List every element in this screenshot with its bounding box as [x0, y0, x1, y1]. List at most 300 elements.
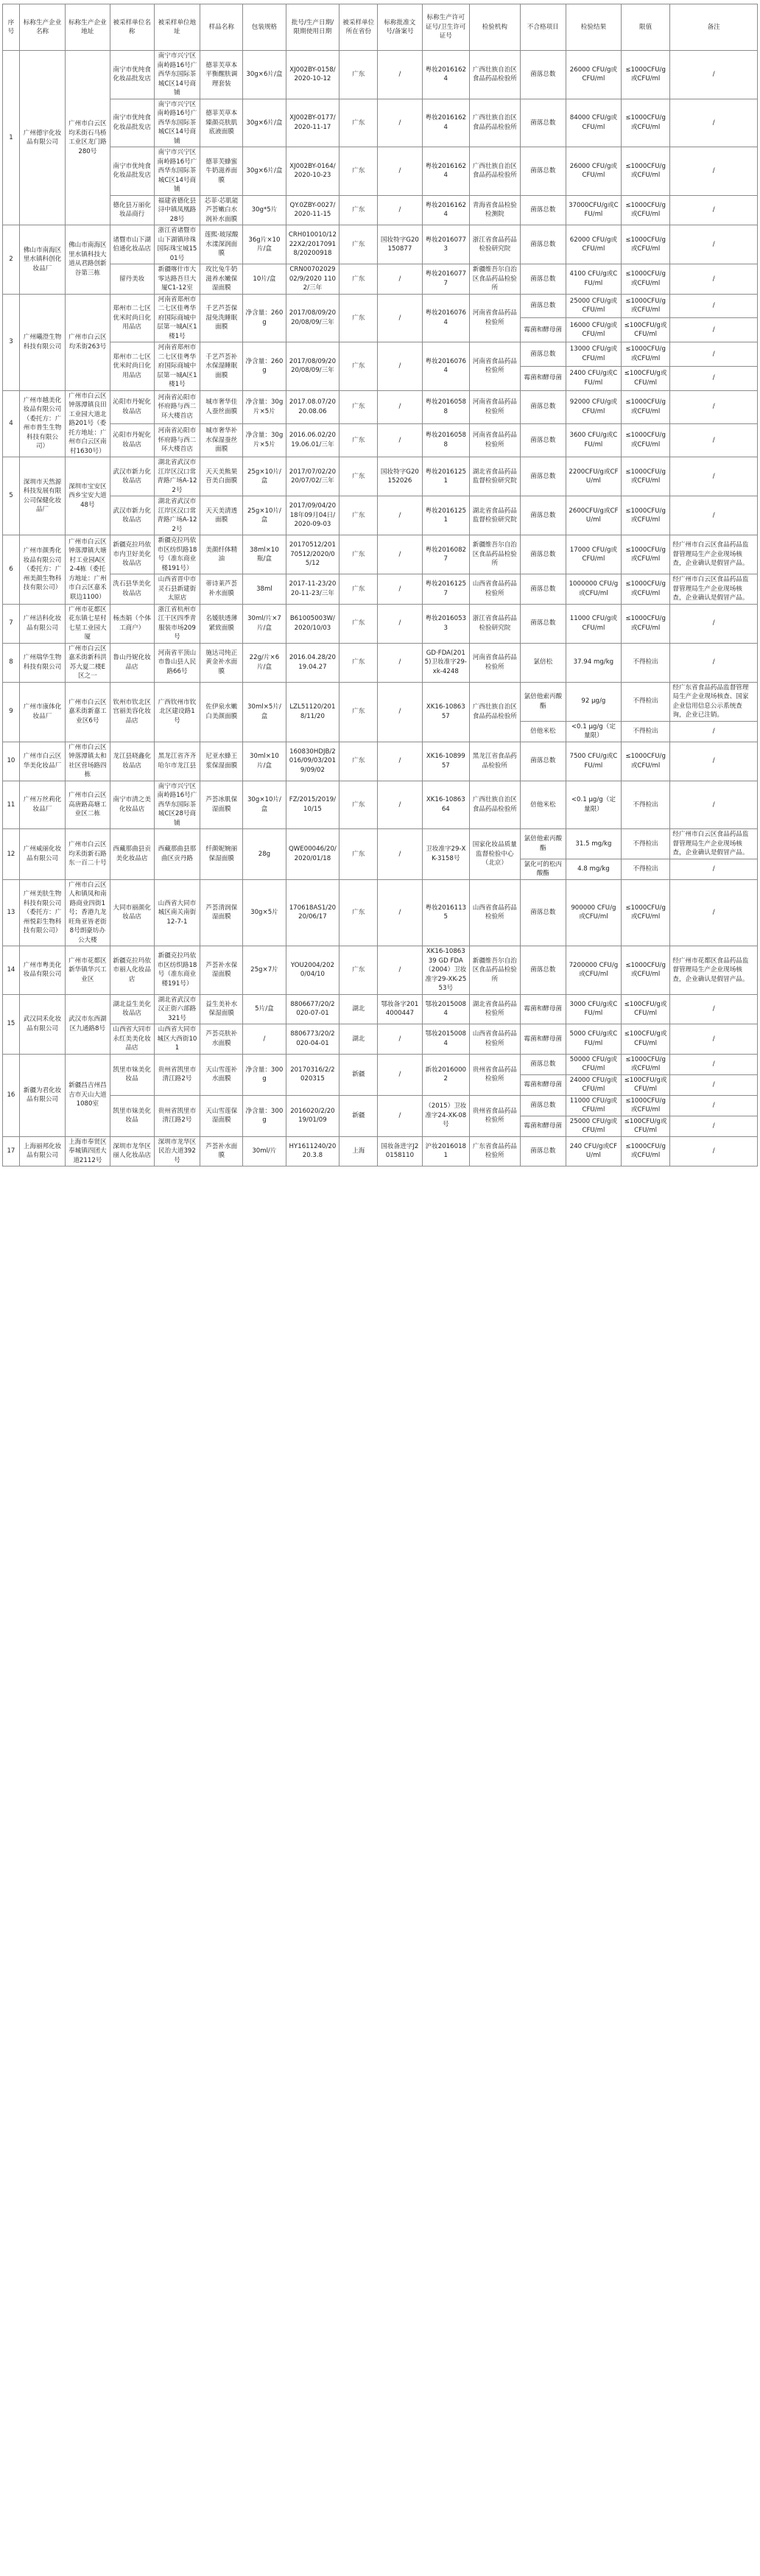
testing-lab-cell: 河南省食品药品检验所	[470, 643, 521, 682]
testing-lab-cell: 山西省食品药品检验所	[470, 1024, 521, 1055]
sampled-unit-cell: 洗石县华美化妆品店	[110, 574, 154, 605]
remark-cell: /	[670, 195, 758, 225]
failed-item-cell: 菌落总数	[520, 195, 566, 225]
inspection-results-table	[2, 4, 758, 1166]
sample-name-cell: 名媛肤透薄紧致面膜	[200, 604, 243, 643]
province-cell: 广东	[339, 264, 378, 295]
manufacturer-cell: 佛山市南海区里水镇科创化妆品厂	[19, 225, 65, 295]
seq-cell: 16	[3, 1054, 20, 1136]
remark-cell: /	[670, 457, 758, 496]
package-spec-cell: 38ml	[243, 574, 286, 605]
license-number-cell: XK16-1086339 GD FDA（2004）卫妆准字29-XK-2553号	[422, 946, 469, 995]
remark-cell: 经广东省食品药品监督管理局生产企业现场核查、国家企业信用信息公示系统查询，企业已注销。	[670, 682, 758, 721]
table-row	[3, 147, 758, 196]
manufacturer-cell: 广州市白云区华美化妆品厂	[19, 742, 65, 781]
limit-cell: ≤100CFU/g或CFU/ml	[621, 366, 670, 390]
failed-item-cell: 菌落总数	[520, 342, 566, 367]
sampled-unit-cell: 诸暨市山下湖伯通化妆品店	[110, 225, 154, 264]
license-number-cell: 粤妆20161624	[422, 147, 469, 196]
batch-date-cell: 20170512/20170512/2020/05/12	[286, 535, 339, 574]
batch-date-cell: 2017-11-23/2020-11-23/三年	[286, 574, 339, 605]
test-result-cell: 11000 CFU/g或CFU/ml	[566, 604, 621, 643]
sampled-unit-address-cell: 浙江省杭州市江干区四季青服装市场209号	[154, 604, 200, 643]
province-cell: 广东	[339, 390, 378, 423]
approval-number-cell: /	[378, 390, 422, 423]
province-cell: 广东	[339, 781, 378, 829]
approval-number-cell: /	[378, 99, 422, 147]
batch-date-cell: YOU2004/2020/04/10	[286, 946, 339, 995]
limit-cell: ≤100CFU/g或CFU/ml	[621, 1074, 670, 1095]
column-header: 限值	[621, 4, 670, 51]
remark-cell: 经广州市白云区食品药品监督管理局生产企业现场核查，企业确认是假冒产品。	[670, 535, 758, 574]
sampled-unit-address-cell: 河南省沁阳市怀府路与西二环大楼首店	[154, 390, 200, 423]
manufacturer-cell: 深圳市天然源科技发展有限公司保健化妆品厂	[19, 457, 65, 535]
failed-item-cell: 菌落总数	[520, 879, 566, 946]
testing-lab-cell: 浙江省食品药品检验研究院	[470, 225, 521, 264]
remark-cell: 经广州市白云区食品药品监督管理局生产企业现场核查，企业确认是假冒产品。	[670, 829, 758, 859]
remark-cell: /	[670, 781, 758, 829]
batch-date-cell: XJ002BY-0158/2020-10-12	[286, 51, 339, 99]
approval-number-cell: /	[378, 535, 422, 574]
table-body	[3, 51, 758, 1166]
sample-name-cell: 芯菲·芯肌能芦荟嫩白水润补水面膜	[200, 195, 243, 225]
manufacturer-address-cell: 上海市奉贤区奉城镇四团大道2112号	[66, 1136, 110, 1166]
seq-cell: 15	[3, 994, 20, 1054]
seq-cell: 3	[3, 294, 20, 390]
testing-lab-cell: 贵州省食品药品检验所	[470, 1054, 521, 1095]
batch-date-cell: 2017.08.07/2020.08.06	[286, 390, 339, 423]
sampled-unit-address-cell: 南宁市兴宁区南岭路16号广西华东国际茶城C区14号商铺	[154, 99, 200, 147]
testing-lab-cell: 广西壮族自治区食品药品检验所	[470, 147, 521, 196]
package-spec-cell: 25g×7片	[243, 946, 286, 995]
failed-item-cell: 菌落总数	[520, 742, 566, 781]
package-spec-cell: 30ml/片×7片/盒	[243, 604, 286, 643]
test-result-cell: 92 μg/g	[566, 682, 621, 721]
sample-name-cell: 纤颜妮婉丽保湿面膜	[200, 829, 243, 880]
sampled-unit-address-cell: 山西省大同市城区南关南街12-7-1	[154, 879, 200, 946]
manufacturer-cell: 新疆为君化妆品有限公司	[19, 1054, 65, 1136]
limit-cell: ≤100CFU/g或CFU/ml	[621, 318, 670, 342]
limit-cell: 不得检出	[621, 781, 670, 829]
test-result-cell: 37.94 mg/kg	[566, 643, 621, 682]
batch-date-cell: 2017/09/04/2018年09月04日/2020-09-03	[286, 496, 339, 535]
table-row	[3, 1054, 758, 1074]
remark-cell: /	[670, 264, 758, 295]
failed-item-cell: 菌落总数	[520, 423, 566, 457]
province-cell: 广东	[339, 51, 378, 99]
province-cell: 广东	[339, 604, 378, 643]
sample-name-cell: 城市奢华佳人蚕丝面膜	[200, 390, 243, 423]
failed-item-cell: 菌落总数	[520, 496, 566, 535]
limit-cell: 不得检出	[621, 859, 670, 879]
test-result-cell: 17000 CFU/g或CFU/ml	[566, 535, 621, 574]
limit-cell: ≤100CFU/g或CFU/ml	[621, 1024, 670, 1055]
test-result-cell: 26000 CFU/g或CFU/ml	[566, 147, 621, 196]
table-row	[3, 390, 758, 423]
table-row	[3, 1136, 758, 1166]
sampled-unit-cell: 大同市丽颜化妆品店	[110, 879, 154, 946]
column-header: 样品名称	[200, 4, 243, 51]
seq-cell: 6	[3, 535, 20, 605]
sample-name-cell: 佐伊泉水嫩白美颜面膜	[200, 682, 243, 742]
batch-date-cell: XJ002BY-0164/2020-10-23	[286, 147, 339, 196]
manufacturer-cell: 广州市颜秀化妆品有限公司（委托方：广州美颜生物科技有限公司）	[19, 535, 65, 605]
header-row	[3, 4, 758, 51]
batch-date-cell: 170618AS1/2020/06/17	[286, 879, 339, 946]
manufacturer-cell: 上海丽邦化妆品有限公司	[19, 1136, 65, 1166]
package-spec-cell: 净含量：260g	[243, 294, 286, 342]
package-spec-cell: 30g×5片	[243, 879, 286, 946]
province-cell: 广东	[339, 829, 378, 880]
approval-number-cell: 鄂妆备字2014000447	[378, 994, 422, 1024]
table-row	[3, 879, 758, 946]
test-result-cell: 7500 CFU/g或CFU/ml	[566, 742, 621, 781]
testing-lab-cell: 广西壮族自治区食品药品检验所	[470, 51, 521, 99]
seq-cell: 4	[3, 390, 20, 457]
manufacturer-address-cell: 广州市白云区嘉禾街新嘉工业区6号	[66, 682, 110, 742]
sampled-unit-cell: 凯里市妹美化妆品	[110, 1095, 154, 1136]
sampled-unit-cell: 湖北益生美化妆品店	[110, 994, 154, 1024]
column-header: 标称生产许可证号/卫生许可证号	[422, 4, 469, 51]
table-row	[3, 496, 758, 535]
sampled-unit-cell: 武汉市新力化妆品店	[110, 496, 154, 535]
failed-item-cell: 倍他米松	[520, 781, 566, 829]
batch-date-cell: QY.0ZBY-0027/2020-11-15	[286, 195, 339, 225]
limit-cell: ≤1000CFU/g或CFU/ml	[621, 423, 670, 457]
sampled-unit-address-cell: 南宁市兴宁区南岭路16号广西华东国际茶城C区28号商铺	[154, 781, 200, 829]
sampled-unit-address-cell: 新疆克拉玛依市区纺织路18号（准东商业楼191号）	[154, 946, 200, 995]
seq-cell: 7	[3, 604, 20, 643]
license-number-cell: 粤妆20160588	[422, 423, 469, 457]
failed-item-cell: 氯化可的松丙酸酯	[520, 859, 566, 879]
province-cell: 广东	[339, 195, 378, 225]
package-spec-cell: 30g×10片/盒	[243, 781, 286, 829]
license-number-cell: 粤妆20161135	[422, 879, 469, 946]
failed-item-cell: 菌落总数	[520, 264, 566, 295]
test-result-cell: 4.8 mg/kg	[566, 859, 621, 879]
sample-name-cell: 德菲芙草本臻颜亮肤肌底液面膜	[200, 99, 243, 147]
sampled-unit-cell: 深圳市龙华区丽人化妆品店	[110, 1136, 154, 1166]
column-header: 序号	[3, 4, 20, 51]
failed-item-cell: 菌落总数	[520, 946, 566, 995]
batch-date-cell: XJ002BY-0177/2020-11-17	[286, 99, 339, 147]
limit-cell: ≤1000CFU/g或CFU/ml	[621, 147, 670, 196]
sample-name-cell: 天山雪莲保湿面膜	[200, 1095, 243, 1136]
table-row	[3, 1095, 758, 1116]
approval-number-cell: /	[378, 264, 422, 295]
remark-cell: /	[670, 1054, 758, 1074]
test-result-cell: 5000 CFU/g或CFU/ml	[566, 1024, 621, 1055]
approval-number-cell: 国妆特字G20152026	[378, 457, 422, 496]
batch-date-cell: B61005003W/2020/10/03	[286, 604, 339, 643]
seq-cell: 10	[3, 742, 20, 781]
sampled-unit-cell: 杨杰娟（个体工商户）	[110, 604, 154, 643]
table-row	[3, 781, 758, 829]
package-spec-cell: 净含量：300g	[243, 1054, 286, 1095]
testing-lab-cell: 河南省食品药品检验所	[470, 294, 521, 342]
failed-item-cell: 倍他米松	[520, 721, 566, 742]
manufacturer-cell: 广州威丽化妆品有限公司	[19, 829, 65, 880]
province-cell: 新疆	[339, 1054, 378, 1095]
remark-cell: /	[670, 1074, 758, 1095]
testing-lab-cell: 湖北省食品药品监督检验研究院	[470, 457, 521, 496]
sample-name-cell: 芦荟补水面膜	[200, 1136, 243, 1166]
sample-name-cell: 施达司纯正黄金补水面膜	[200, 643, 243, 682]
test-result-cell: 2400 CFU/g或CFU/ml	[566, 366, 621, 390]
failed-item-cell: 菌落总数	[520, 51, 566, 99]
batch-date-cell: 2016.04.28/2019.04.27	[286, 643, 339, 682]
manufacturer-address-cell: 广州市花都区花东镇七星村七星工业园大厦	[66, 604, 110, 643]
testing-lab-cell: 新疆维吾尔自治区食品药品检验所	[470, 535, 521, 574]
column-header: 包装规格	[243, 4, 286, 51]
manufacturer-address-cell: 广州市白云区均禾街263号	[66, 294, 110, 390]
license-number-cell: XK16-1086357	[422, 682, 469, 742]
manufacturer-address-cell: 新疆昌吉州昌吉市天山大道1080室	[66, 1054, 110, 1136]
batch-date-cell: 8806677/20/2020-07-01	[286, 994, 339, 1024]
province-cell: 广东	[339, 423, 378, 457]
column-header: 检验结果	[566, 4, 621, 51]
package-spec-cell: 净含量：30g片×5片	[243, 423, 286, 457]
remark-cell: /	[670, 342, 758, 367]
table-row	[3, 225, 758, 264]
remark-cell: /	[670, 1136, 758, 1166]
manufacturer-cell: 广州洁科化妆品有限公司	[19, 604, 65, 643]
batch-date-cell: 160830HDJB/2016/09/03/2019/09/02	[286, 742, 339, 781]
license-number-cell: 粤妆20160777	[422, 264, 469, 295]
failed-item-cell: 菌落总数	[520, 604, 566, 643]
manufacturer-address-cell: 佛山市南海区里水镇科技大道从君路创新谷第三栋	[66, 225, 110, 295]
table-row	[3, 294, 758, 318]
failed-item-cell: 氯倍他索丙酸酯	[520, 829, 566, 859]
package-spec-cell: 30g*5片	[243, 195, 286, 225]
approval-number-cell: /	[378, 342, 422, 391]
approval-number-cell: /	[378, 879, 422, 946]
batch-date-cell: HY1611240/2020.3.8	[286, 1136, 339, 1166]
sampled-unit-cell: 山西省大同市永红美美化妆品店	[110, 1024, 154, 1055]
license-number-cell: （2015）卫妆准字24-XK-08号	[422, 1095, 469, 1136]
province-cell: 广东	[339, 574, 378, 605]
limit-cell: ≤1000CFU/g或CFU/ml	[621, 604, 670, 643]
manufacturer-address-cell: 广州市白云区钟落潭镇太和社区营场路四栋	[66, 742, 110, 781]
license-number-cell: 粤妆20160827	[422, 535, 469, 574]
failed-item-cell: 菌落总数	[520, 1054, 566, 1074]
license-number-cell: 新妆20160002	[422, 1054, 469, 1095]
batch-date-cell: 2017/08/09/2020/08/09/三年	[286, 294, 339, 342]
failed-item-cell: 菌落总数	[520, 535, 566, 574]
sampled-unit-cell: 沁阳市丹妮化妆品店	[110, 423, 154, 457]
license-number-cell: GD·FDA(2015)卫妆准字29-xk-4248	[422, 643, 469, 682]
sampled-unit-address-cell: 河南省沁阳市怀府路与西二环大楼首店	[154, 423, 200, 457]
manufacturer-cell: 广州曦澄生物科技有限公司	[19, 294, 65, 390]
sample-name-cell: 城市奢华补水保湿蚕丝面膜	[200, 423, 243, 457]
license-number-cell: 鄂妆20150084	[422, 994, 469, 1024]
approval-number-cell: /	[378, 51, 422, 99]
remark-cell: /	[670, 390, 758, 423]
seq-cell: 14	[3, 946, 20, 995]
package-spec-cell: 30ml/片	[243, 1136, 286, 1166]
remark-cell: /	[670, 496, 758, 535]
manufacturer-cell: 广州市粤美化妆品有限公司	[19, 946, 65, 995]
province-cell: 上海	[339, 1136, 378, 1166]
failed-item-cell: 霉菌和酵母菌	[520, 1116, 566, 1136]
package-spec-cell: 25g×10片/盒	[243, 457, 286, 496]
test-result-cell: <0.1 μg/g（定量限）	[566, 721, 621, 742]
failed-item-cell: 氯倍他索丙酸酯	[520, 682, 566, 721]
sampled-unit-address-cell: 贵州省凯里市清江路2号	[154, 1054, 200, 1095]
province-cell: 广东	[339, 294, 378, 342]
test-result-cell: 2200CFU/g或CFU/ml	[566, 457, 621, 496]
column-header: 检验机构	[470, 4, 521, 51]
failed-item-cell: 霉菌和酵母菌	[520, 366, 566, 390]
sample-name-cell: 玫比兔牛奶滋养水嫩保湿面膜	[200, 264, 243, 295]
remark-cell: /	[670, 859, 758, 879]
test-result-cell: 25000 CFU/g或CFU/ml	[566, 294, 621, 318]
failed-item-cell: 菌落总数	[520, 1095, 566, 1116]
batch-date-cell: FZ/2015/2019/10/15	[286, 781, 339, 829]
limit-cell: ≤1000CFU/g或CFU/ml	[621, 51, 670, 99]
testing-lab-cell: 广东省食品药品检验所	[470, 1136, 521, 1166]
sampled-unit-cell: 南宁市优纯食化妆品批发店	[110, 51, 154, 99]
sampled-unit-cell: 南宁市清之美化妆品店	[110, 781, 154, 829]
license-number-cell: 粤妆20161251	[422, 457, 469, 496]
seq-cell: 5	[3, 457, 20, 535]
manufacturer-cell: 广州市越美化妆品有限公司（委托方：广州市普生生物科技有限公司）	[19, 390, 65, 457]
failed-item-cell: 菌落总数	[520, 225, 566, 264]
limit-cell: ≤100CFU/g或CFU/ml	[621, 994, 670, 1024]
remark-cell: /	[670, 879, 758, 946]
testing-lab-cell: 广西壮族自治区食品药品检验所	[470, 781, 521, 829]
manufacturer-cell: 广州市康体化妆品厂	[19, 682, 65, 742]
approval-number-cell: /	[378, 742, 422, 781]
approval-number-cell: /	[378, 1095, 422, 1136]
limit-cell: ≤1000CFU/g或CFU/ml	[621, 1095, 670, 1116]
testing-lab-cell: 河南省食品药品检验所	[470, 423, 521, 457]
test-result-cell: 1000000 CFU/g或CFU/ml	[566, 574, 621, 605]
sampled-unit-address-cell: 新疆喀什市大零达路吾旦大厦C1-12室	[154, 264, 200, 295]
sampled-unit-address-cell: 湖北省武汉市江岸区汉口常青路广场A-122号	[154, 496, 200, 535]
package-spec-cell: 30g×6片/盒	[243, 147, 286, 196]
approval-number-cell: /	[378, 829, 422, 880]
table-row	[3, 574, 758, 605]
package-spec-cell: 22g/片×6片/盒	[243, 643, 286, 682]
test-result-cell: 13000 CFU/g或CFU/ml	[566, 342, 621, 367]
province-cell: 湖北	[339, 994, 378, 1024]
sampled-unit-address-cell: 河南省郑州市二七区佳粤华府国际商城中层第一城A区1楼1号	[154, 294, 200, 342]
approval-number-cell: /	[378, 574, 422, 605]
province-cell: 湖北	[339, 1024, 378, 1055]
remark-cell: /	[670, 423, 758, 457]
test-result-cell: 2600CFU/g或CFU/ml	[566, 496, 621, 535]
failed-item-cell: 菌落总数	[520, 1136, 566, 1166]
test-result-cell: <0.1 μg/g（定量限）	[566, 781, 621, 829]
approval-number-cell: /	[378, 1024, 422, 1055]
remark-cell: /	[670, 1095, 758, 1116]
seq-cell: 11	[3, 781, 20, 829]
province-cell: 新疆	[339, 1095, 378, 1136]
sampled-unit-address-cell: 深圳市龙华区民治大道392号	[154, 1136, 200, 1166]
limit-cell: ≤1000CFU/g或CFU/ml	[621, 879, 670, 946]
province-cell: 广东	[339, 879, 378, 946]
column-header: 标称批准文号/备案号	[378, 4, 422, 51]
sample-name-cell: 益生美补水保湿面膜	[200, 994, 243, 1024]
sampled-unit-cell: 凯里市妹美化妆品	[110, 1054, 154, 1095]
batch-date-cell: 20170316/2/2020315	[286, 1054, 339, 1095]
province-cell: 广东	[339, 946, 378, 995]
remark-cell: /	[670, 294, 758, 318]
sample-name-cell: 天天美熊果苷美白面膜	[200, 457, 243, 496]
remark-cell: /	[670, 318, 758, 342]
manufacturer-address-cell: 广州市白云区钟落潭镇大塘村工业园A区2-4栋（委托方地址：广州市白云区嘉禾联边1100）	[66, 535, 110, 605]
batch-date-cell: CRN0070202902/9/2020 1102/三年	[286, 264, 339, 295]
failed-item-cell: 菌落总数	[520, 457, 566, 496]
license-number-cell: 粤妆20160588	[422, 390, 469, 423]
sampled-unit-cell: 德化县万丽化妆品商行	[110, 195, 154, 225]
sample-name-cell: 尼亚水蜂王浆保湿面膜	[200, 742, 243, 781]
sampled-unit-cell: 南宁市优纯食化妆品批发店	[110, 147, 154, 196]
testing-lab-cell: 浙江省食品药品检验研究院	[470, 604, 521, 643]
test-result-cell: 900000 CFU/g或CFU/ml	[566, 879, 621, 946]
remark-cell: /	[670, 604, 758, 643]
testing-lab-cell: 湖北省食品药品检验所	[470, 994, 521, 1024]
test-result-cell: 16000 CFU/g或CFU/ml	[566, 318, 621, 342]
table-row	[3, 682, 758, 721]
column-header: 被采样单位名称	[110, 4, 154, 51]
sampled-unit-address-cell: 贵州省凯里市清江路2号	[154, 1095, 200, 1136]
package-spec-cell: 38ml×10瓶/盒	[243, 535, 286, 574]
limit-cell: 不得检出	[621, 721, 670, 742]
failed-item-cell: 菌落总数	[520, 390, 566, 423]
remark-cell: 经广州市花都区食品药品监督管理局生产企业现场核查，企业确认是假冒产品。	[670, 946, 758, 995]
manufacturer-address-cell: 广州市白云区钟落潭镇良田工业园大道北路201号（委托方地址：广州市白云区南村1630号）	[66, 390, 110, 457]
approval-number-cell: 国妆特字G20150877	[378, 225, 422, 264]
sampled-unit-address-cell: 福建省德化县浔中镇凤凰路28号	[154, 195, 200, 225]
failed-item-cell: 霉菌和酵母菌	[520, 1024, 566, 1055]
test-result-cell: 24000 CFU/g或CFU/ml	[566, 1074, 621, 1095]
sampled-unit-address-cell: 新疆克拉玛依市区纺织路18号（准东商业楼191号）	[154, 535, 200, 574]
testing-lab-cell: 新疆维吾尔自治区食品药品检验所	[470, 946, 521, 995]
testing-lab-cell: 湖北省食品药品监督检验研究院	[470, 496, 521, 535]
batch-date-cell: LZL51120/2018/11/20	[286, 682, 339, 742]
package-spec-cell: 30ml×5片/盒	[243, 682, 286, 742]
table-row	[3, 51, 758, 99]
sampled-unit-cell: 留丹美妆	[110, 264, 154, 295]
province-cell: 广东	[339, 682, 378, 742]
province-cell: 广东	[339, 99, 378, 147]
sampled-unit-cell: 新疆克拉玛依市丽人化妆品店	[110, 946, 154, 995]
sampled-unit-address-cell: 西藏那曲县那曲区贡丹路	[154, 829, 200, 880]
manufacturer-cell: 广州美肤生物科技有限公司（委托方：广州悦彩生物科技有限公司）	[19, 879, 65, 946]
manufacturer-address-cell: 广州市白云区人和镇凤和南路商业四街1号；香港九龙旺角亚皆老街8号朗豪坊办公大楼	[66, 879, 110, 946]
limit-cell: ≤1000CFU/g或CFU/ml	[621, 1054, 670, 1074]
province-cell: 广东	[339, 742, 378, 781]
testing-lab-cell: 河南省食品药品检验所	[470, 390, 521, 423]
license-number-cell: XK16-1089957	[422, 742, 469, 781]
testing-lab-cell: 黑龙江省食品药品检验所	[470, 742, 521, 781]
table-row	[3, 643, 758, 682]
test-result-cell: 11000 CFU/g或CFU/ml	[566, 1095, 621, 1116]
manufacturer-cell: 武汉同禾化妆品有限公司	[19, 994, 65, 1054]
package-spec-cell: 5片/盒	[243, 994, 286, 1024]
package-spec-cell: 30g×6片/盒	[243, 99, 286, 147]
license-number-cell: 粤妆20160764	[422, 294, 469, 342]
sampled-unit-cell: 郑州市二七区优米时尚日化用品店	[110, 342, 154, 391]
limit-cell: ≤1000CFU/g或CFU/ml	[621, 535, 670, 574]
seq-cell: 8	[3, 643, 20, 682]
testing-lab-cell: 国家化妆品质量监督检验中心（北京）	[470, 829, 521, 880]
sample-name-cell: 芦荟亮肤补水面膜	[200, 1024, 243, 1055]
sample-name-cell: 芦荟清润保湿面膜	[200, 879, 243, 946]
column-header: 批号/生产日期/限期使用日期	[286, 4, 339, 51]
